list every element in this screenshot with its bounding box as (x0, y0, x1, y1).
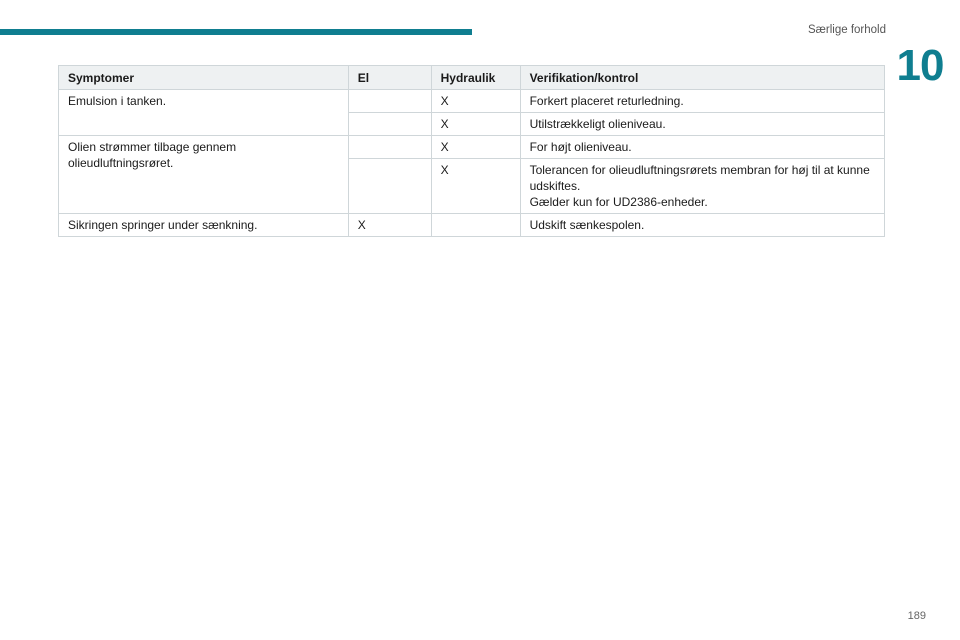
header-accent-bar (0, 29, 472, 35)
verifikation-text: Udskift sænkespolen. (529, 218, 645, 232)
hydraulik-cell (431, 214, 520, 237)
el-cell (348, 159, 431, 214)
troubleshooting-table (58, 65, 885, 237)
hydraulik-cell: X (431, 90, 520, 113)
header-symptomer: Symptomer (59, 66, 349, 90)
header-el: El (348, 66, 431, 90)
table-row (59, 214, 885, 237)
header-verifikation: Verifikation/kontrol (520, 66, 884, 90)
verifikation-cell (520, 90, 884, 113)
table-row (59, 90, 885, 113)
chapter-number: 10 (896, 41, 944, 90)
el-cell (348, 113, 431, 136)
symptom-cell: Sikringen springer under sænkning. (59, 214, 349, 237)
symptom-text: Olien strømmer tilbage gennem olieudluftningsrøret. (68, 140, 237, 170)
hydraulik-cell: X (431, 113, 520, 136)
el-cell (348, 136, 431, 159)
verifikation-text: Tolerancen for olieudluftningsrørets membran for høj til at kunne udskiftes. (529, 163, 870, 193)
page-number: 189 (907, 610, 926, 622)
verifikation-text: Forkert placeret returledning. (529, 94, 684, 108)
header-hydraulik: Hydraulik (431, 66, 520, 90)
el-cell (348, 90, 431, 113)
section-title: Særlige forhold (808, 24, 886, 36)
verifikation-cell (520, 113, 884, 136)
symptom-cell (59, 136, 349, 214)
hydraulik-cell: X (431, 136, 520, 159)
verifikation-text: Utilstrækkeligt olieniveau. (529, 117, 666, 131)
table-row (59, 136, 885, 159)
verifikation-note: Gælder kun for UD2386-enheder. (529, 195, 708, 209)
verifikation-cell (520, 136, 884, 159)
verifikation-cell (520, 159, 884, 214)
el-cell: X (348, 214, 431, 237)
table-header-row (59, 66, 885, 90)
verifikation-text: For højt olieniveau. (529, 140, 632, 154)
hydraulik-cell: X (431, 159, 520, 214)
symptom-cell: Emulsion i tanken. (59, 90, 349, 136)
verifikation-cell (520, 214, 884, 237)
